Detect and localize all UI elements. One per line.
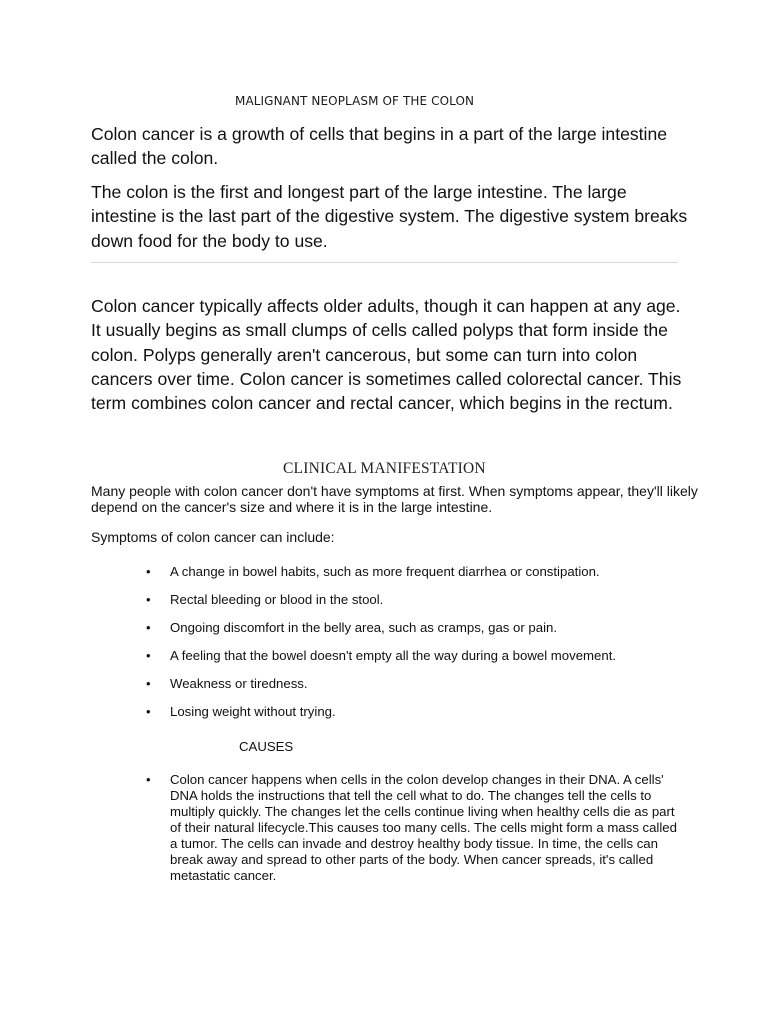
- intro-paragraph-3: Colon cancer typically affects older adults, though it can happen at any age. It usually begins as small clumps of cells called polyps that form inside the colon. Polyps generally aren't cancerous, but some can turn into colon cancers over time. Colon cancer is sometimes called colorectal cancer. This term combines colon cancer and rectal cancer, which begins in the rectum.: [91, 296, 682, 414]
- bullet-icon: •: [146, 676, 151, 691]
- list-item: [146, 704, 706, 732]
- intro-paragraph-2: The colon is the first and longest part of the large intestine. The large intestine is the last part of the digestive system. The digestive system breaks down food for the body to use.: [91, 182, 688, 251]
- bullet-icon: •: [146, 620, 151, 635]
- list-item: [146, 620, 706, 648]
- bullet-icon: •: [146, 704, 151, 719]
- clinical-manifestation-heading: CLINICAL MANIFESTATION: [283, 460, 486, 477]
- causes-heading: CAUSES: [239, 739, 294, 754]
- symptom-text: Losing weight without trying.: [170, 704, 336, 719]
- symptom-text: Ongoing discomfort in the belly area, such as cramps, gas or pain.: [170, 620, 558, 635]
- clinical-intro-paragraph: Many people with colon cancer don't have symptoms at first. When symptoms appear, they'll likely depend on the cancer's size and where it is in the large intestine.: [91, 483, 698, 516]
- symptom-text: A change in bowel habits, such as more frequent diarrhea or constipation.: [170, 564, 600, 579]
- symptoms-list-intro: Symptoms of colon cancer can include:: [91, 529, 335, 545]
- list-item: [146, 592, 706, 620]
- bullet-icon: •: [146, 564, 151, 579]
- cause-text: Colon cancer happens when cells in the colon develop changes in their DNA. A cells' DNA holds the instructions that tell the cell what to do. The changes tell the cells to multiply quickly. The changes let the cells continue living when healthy cells die as part of their natural lifecycle.This causes too many cells. The cells might form a mass called a tumor. The cells can invade and destroy healthy body tissue. In time, the cells can break away and spread to other parts of the body. When cancer spreads, it's called metastatic cancer.: [170, 772, 677, 883]
- list-item: [146, 564, 706, 592]
- bullet-icon: •: [146, 592, 151, 607]
- document-title: MALIGNANT NEOPLASM OF THE COLON: [235, 94, 475, 108]
- symptom-text: Rectal bleeding or blood in the stool.: [170, 592, 384, 607]
- horizontal-divider: [91, 262, 678, 263]
- bullet-icon: •: [146, 648, 151, 663]
- symptom-text: Weakness or tiredness.: [170, 676, 308, 691]
- bullet-icon: •: [146, 772, 151, 787]
- intro-paragraph-1: Colon cancer is a growth of cells that begins in a part of the large intestine called the colon.: [91, 124, 668, 169]
- symptom-text: A feeling that the bowel doesn't empty all the way during a bowel movement.: [170, 648, 617, 663]
- symptoms-list: [146, 564, 706, 732]
- list-item: [146, 676, 706, 704]
- list-item: [146, 648, 706, 676]
